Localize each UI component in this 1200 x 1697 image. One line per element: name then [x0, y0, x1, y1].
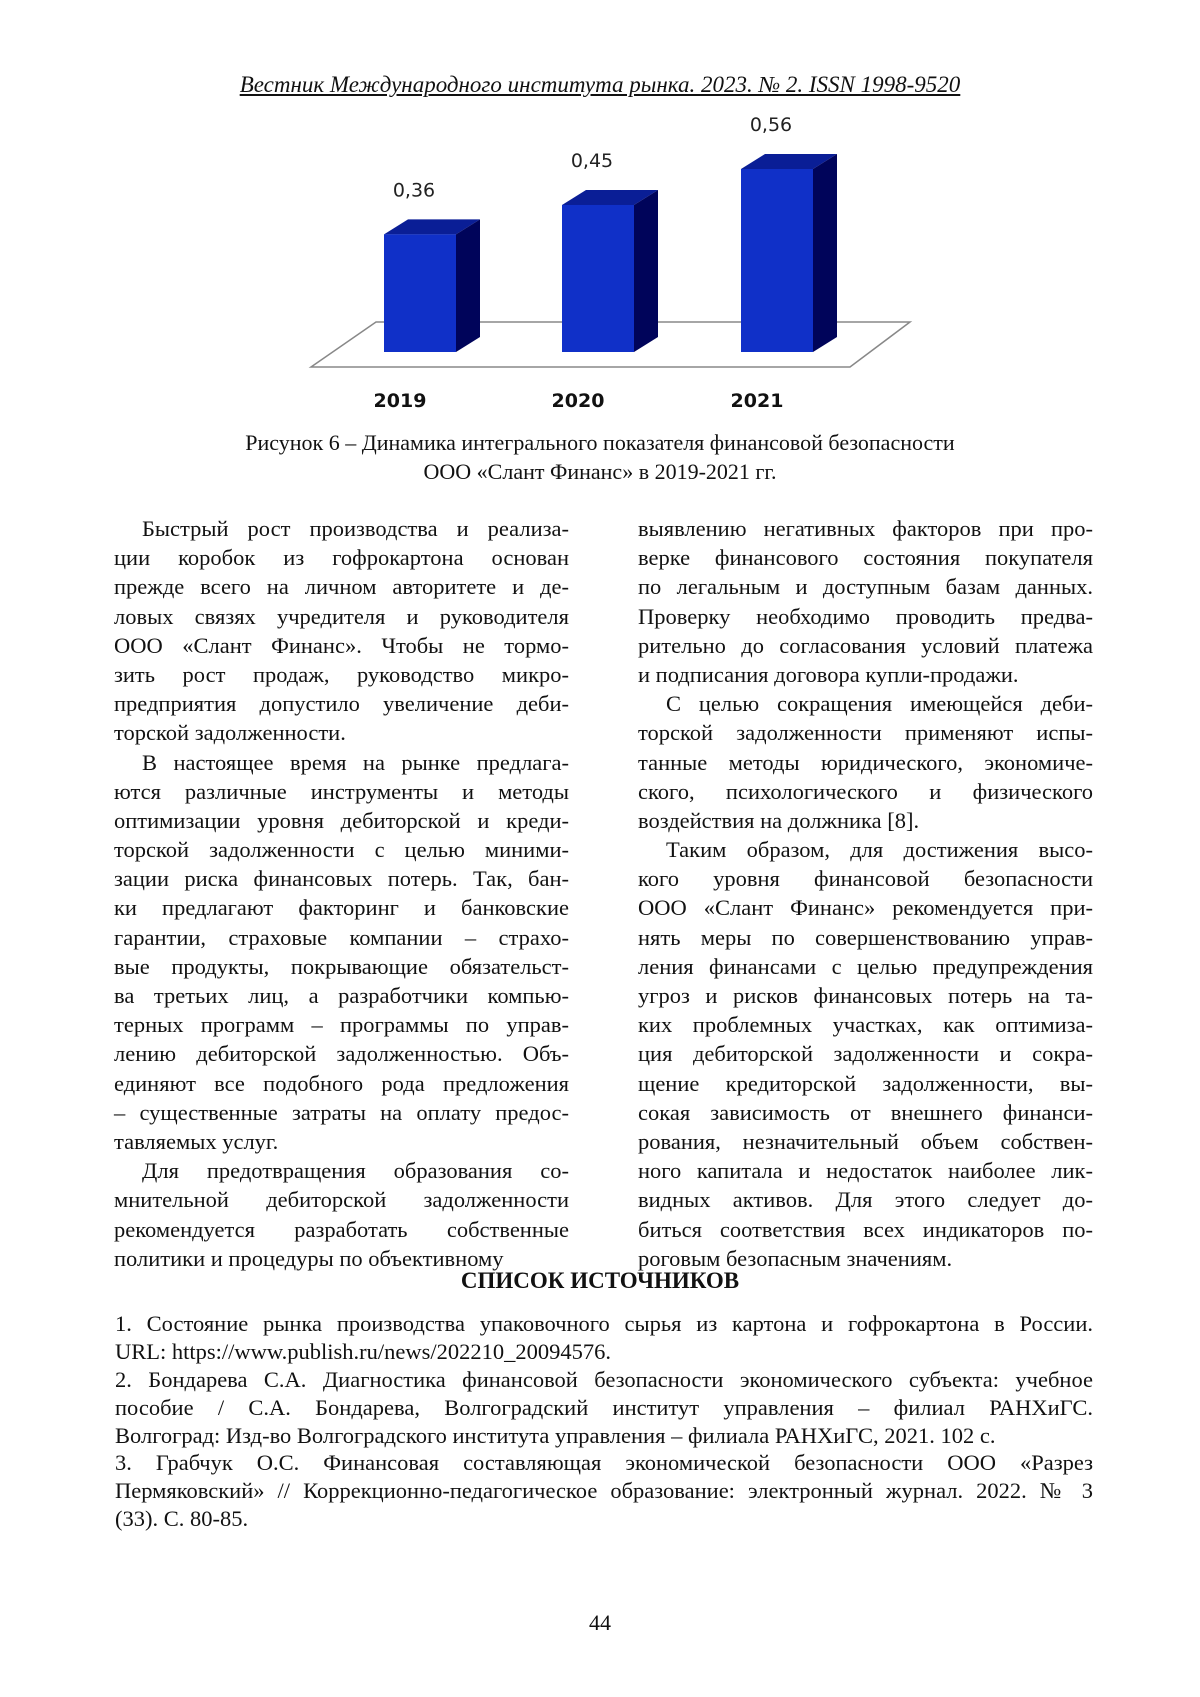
- text-line: лению дебиторской задолженностью. Объ-: [114, 1039, 569, 1068]
- text-line: Волгоград: Изд-во Волгоградского института управления – филиала РАНХиГС, 2021. 102 с.: [115, 1422, 1093, 1450]
- text-line: нять меры по совершенствованию управ-: [638, 923, 1093, 952]
- text-line: предприятия допустило увеличение деби-: [114, 689, 569, 718]
- x-tick-label: 2020: [552, 390, 605, 412]
- right-column: [638, 514, 1093, 1273]
- text-line: рительно до согласования условий платежа: [638, 631, 1093, 660]
- text-line: кого уровня финансовой безопасности: [638, 864, 1093, 893]
- text-line: рекомендуется разработать собственные: [114, 1215, 569, 1244]
- text-line: и подписания договора купли-продажи.: [638, 660, 1093, 689]
- text-line: (33). С. 80-85.: [115, 1505, 1093, 1533]
- text-line: танные методы юридического, экономиче-: [638, 748, 1093, 777]
- references-title: СПИСОК ИСТОЧНИКОВ: [0, 1268, 1200, 1294]
- text-line: ловых связях учредителя и руководителя: [114, 602, 569, 631]
- text-line: видных активов. Для этого следует до-: [638, 1185, 1093, 1214]
- bar-2021: [741, 169, 813, 352]
- text-line: тавляемых услуг.: [114, 1127, 569, 1156]
- text-line: ции коробок из гофрокартона основан: [114, 543, 569, 572]
- text-line: щение кредиторской задолженности, вы-: [638, 1069, 1093, 1098]
- text-line: С целью сокращения имеющейся деби-: [638, 689, 1093, 718]
- references-list: [115, 1310, 1093, 1533]
- reference-item: [115, 1366, 1093, 1450]
- text-line: воздействия на должника [8].: [638, 806, 1093, 835]
- bar-side: [813, 154, 837, 352]
- x-tick-label: 2019: [374, 390, 427, 412]
- text-line: гарантии, страховые компании – страхо-: [114, 923, 569, 952]
- text-line: Пермяковский» // Коррекционно-педагогическое образование: электронный журнал. 2022. № 3: [115, 1477, 1093, 1505]
- data-label: 0,56: [750, 114, 792, 136]
- text-line: выявлению негативных факторов при про-: [638, 514, 1093, 543]
- text-line: терных программ – программы по управ-: [114, 1010, 569, 1039]
- text-line: мнительной дебиторской задолженности: [114, 1185, 569, 1214]
- text-line: пособие / С.А. Бондарева, Волгоградский институт управления – филиал РАНХиГС.: [115, 1394, 1093, 1422]
- text-line: ются различные инструменты и методы: [114, 777, 569, 806]
- text-line: угроз и рисков финансовых потерь на та-: [638, 981, 1093, 1010]
- text-line: по легальным и доступным базам данных.: [638, 572, 1093, 601]
- data-label: 0,36: [393, 179, 435, 201]
- journal-header: Вестник Международного института рынка. 2023. № 2. ISSN 1998-9520: [0, 72, 1200, 98]
- bar-side: [456, 219, 480, 352]
- text-line: Таким образом, для достижения высо-: [638, 835, 1093, 864]
- text-line: ООО «Слант Финанс» рекомендуется при-: [638, 893, 1093, 922]
- text-line: ного капитала и недостаток наиболее лик-: [638, 1156, 1093, 1185]
- text-line: ких проблемных участках, как оптимиза-: [638, 1010, 1093, 1039]
- text-line: ления финансами с целью предупреждения: [638, 952, 1093, 981]
- text-line: 3. Грабчук О.С. Финансовая составляющая экономической безопасности ООО «Разрез: [115, 1449, 1093, 1477]
- text-line: ООО «Слант Финанс». Чтобы не тормо-: [114, 631, 569, 660]
- bar-2019: [384, 234, 456, 352]
- text-line: URL: https://www.publish.ru/news/202210_20094576.: [115, 1338, 1093, 1366]
- data-label: 0,45: [571, 150, 613, 172]
- text-line: политики и процедуры по объективному: [114, 1244, 569, 1273]
- reference-item: [115, 1449, 1093, 1533]
- text-line: оптимизации уровня дебиторской и креди-: [114, 806, 569, 835]
- text-line: вые продукты, покрывающие обязательст-: [114, 952, 569, 981]
- text-line: биться соответствия всех индикаторов по-: [638, 1215, 1093, 1244]
- text-line: 1. Состояние рынка производства упаковочного сырья из картона и гофрокартона в России.: [115, 1310, 1093, 1338]
- text-line: 2. Бондарева С.А. Диагностика финансовой безопасности экономического субъекта: учебное: [115, 1366, 1093, 1394]
- page-number: 44: [0, 1610, 1200, 1636]
- bar-chart: [0, 100, 1200, 430]
- paragraph: [114, 748, 569, 1157]
- text-line: ского, психологического и физического: [638, 777, 1093, 806]
- text-line: сокая зависимость от внешнего финанси-: [638, 1098, 1093, 1127]
- text-line: Проверку необходимо проводить предва-: [638, 602, 1093, 631]
- text-line: рования, незначительный объем собствен-: [638, 1127, 1093, 1156]
- paragraph: [114, 514, 569, 748]
- text-line: единяют все подобного рода предложения: [114, 1069, 569, 1098]
- text-line: ва третьих лиц, а разработчики компью-: [114, 981, 569, 1010]
- text-line: – существенные затраты на оплату предос-: [114, 1098, 569, 1127]
- x-tick-label: 2021: [731, 390, 784, 412]
- text-line: ки предлагают факторинг и банковские: [114, 893, 569, 922]
- text-line: зации риска финансовых потерь. Так, бан-: [114, 864, 569, 893]
- text-line: В настоящее время на рынке предлага-: [114, 748, 569, 777]
- caption-line-2: ООО «Слант Финанс» в 2019-2021 гг.: [0, 457, 1200, 486]
- paragraph: [638, 689, 1093, 835]
- text-line: верке финансового состояния покупателя: [638, 543, 1093, 572]
- text-line: прежде всего на личном авторитете и де-: [114, 572, 569, 601]
- figure-caption: [0, 428, 1200, 486]
- bar-side: [634, 190, 658, 352]
- text-line: торской задолженности.: [114, 718, 569, 747]
- text-line: роговым безопасным значениям.: [638, 1244, 1093, 1273]
- text-line: зить рост продаж, руководство микро-: [114, 660, 569, 689]
- text-line: ция дебиторской задолженности и сокра-: [638, 1039, 1093, 1068]
- bar-2020: [562, 205, 634, 352]
- text-line: Быстрый рост производства и реализа-: [114, 514, 569, 543]
- caption-line-1: Рисунок 6 – Динамика интегрального показателя финансовой безопасности: [0, 428, 1200, 457]
- paragraph: [114, 1156, 569, 1273]
- paragraph: [638, 514, 1093, 689]
- reference-item: [115, 1310, 1093, 1366]
- text-line: Для предотвращения образования со-: [114, 1156, 569, 1185]
- paragraph: [638, 835, 1093, 1273]
- text-line: торской задолженности с целью миними-: [114, 835, 569, 864]
- left-column: [114, 514, 569, 1273]
- text-line: торской задолженности применяют испы-: [638, 718, 1093, 747]
